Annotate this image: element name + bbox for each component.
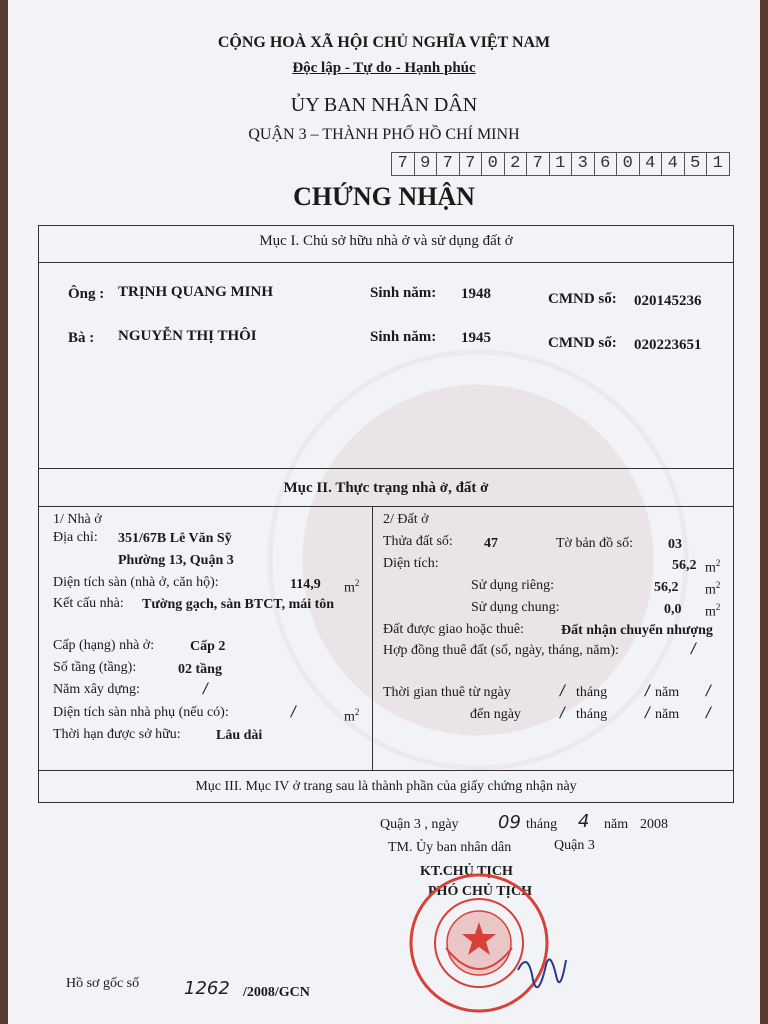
- owner2-birth-year: 1945: [461, 330, 491, 346]
- serial-digit: 0: [482, 152, 505, 176]
- floor-area-unit: $m^2$: [344, 578, 360, 596]
- sign-year-label: năm: [604, 817, 629, 832]
- certificate-page: [8, 0, 760, 1024]
- private-unit: $m^2$: [705, 580, 721, 598]
- unit-text: m: [344, 709, 355, 725]
- owner1-prefix: Ông :: [68, 286, 105, 302]
- owner1-name: TRỊNH QUANG MINH: [118, 284, 274, 300]
- owner1-id-label: CMND số:: [548, 291, 617, 307]
- serial-digit: 0: [617, 152, 640, 176]
- lease-from-label: Thời gian thuê từ ngày: [383, 685, 511, 700]
- divider: [38, 468, 734, 469]
- sign-year: 2008: [640, 817, 668, 832]
- floor-area-value: 114,9: [290, 577, 321, 592]
- sign-day: 09: [498, 812, 521, 833]
- aux-area-unit: $m^2$: [344, 707, 360, 725]
- owner2-name: NGUYỄN THỊ THÔI: [118, 328, 257, 344]
- unit-text: m: [344, 580, 355, 596]
- area-unit: $m^2$: [705, 558, 721, 576]
- lease-to-day: /: [560, 705, 565, 721]
- lease-label: Hợp đồng thuê đất (số, ngày, tháng, năm):: [383, 643, 619, 658]
- lease-value: /: [691, 641, 696, 657]
- lease-to-year: /: [706, 705, 711, 721]
- serial-digit: 1: [707, 152, 730, 176]
- certificate-title: CHỨNG NHẬN: [293, 182, 475, 211]
- signature-stroke: [518, 959, 566, 987]
- section1-heading: Mục I. Chủ sở hữu nhà ở và sử dụng đất ở: [259, 233, 513, 249]
- unit-text: m: [705, 560, 716, 576]
- file-number: 1262: [184, 978, 230, 999]
- serial-digit: 4: [662, 152, 685, 176]
- lease-from-year-label: năm: [655, 685, 680, 700]
- owner2-birth-label: Sinh năm:: [370, 329, 437, 345]
- sign-month: 4: [578, 811, 590, 832]
- section3-note: Mục III. Mục IV ở trang sau là thành phần của giấy chứng nhận này: [195, 779, 577, 794]
- term-value: Lâu dài: [216, 728, 263, 743]
- year-label: Năm xây dựng:: [53, 682, 140, 697]
- serial-digit: 4: [640, 152, 663, 176]
- address-label: Địa chỉ:: [53, 530, 98, 545]
- unit-text: m: [705, 582, 716, 598]
- file-suffix: /2008/GCN: [243, 985, 310, 1000]
- sign-authority: TM. Ủy ban nhân dân: [388, 840, 512, 855]
- floors-value: 02 tầng: [178, 662, 222, 677]
- divider: [38, 506, 734, 507]
- file-label: Hồ sơ gốc số: [66, 976, 140, 991]
- sign-role1: KT.CHỦ TỊCH: [420, 864, 513, 879]
- shared-value: 0,0: [664, 602, 682, 617]
- shared-unit: $m^2$: [705, 602, 721, 620]
- national-motto: Độc lập - Tự do - Hạnh phúc: [292, 60, 476, 76]
- divider: [38, 262, 734, 263]
- sign-place: Quận 3 , ngày: [380, 817, 459, 832]
- serial-digit: 9: [415, 152, 438, 176]
- committee-title: ỦY BAN NHÂN DÂN: [290, 94, 478, 116]
- serial-digit: 7: [391, 152, 415, 176]
- serial-digit: 7: [437, 152, 460, 176]
- owner1-birth-label: Sinh năm:: [370, 285, 437, 301]
- shared-label: Sử dụng chung:: [471, 600, 560, 615]
- lease-from-day: /: [560, 683, 565, 699]
- plot-label: Thửa đất số:: [383, 534, 453, 549]
- area-value: 56,2: [672, 558, 697, 573]
- allocation-value: Đất nhận chuyển nhượng: [561, 623, 713, 638]
- grade-label: Cấp (hạng) nhà ở:: [53, 638, 155, 653]
- serial-digit: 6: [595, 152, 618, 176]
- serial-digit: 1: [550, 152, 573, 176]
- serial-digit: 7: [527, 152, 550, 176]
- owner1-birth-year: 1948: [461, 286, 491, 302]
- serial-digit: 2: [505, 152, 528, 176]
- serial-digit: 5: [685, 152, 708, 176]
- divider: [372, 506, 373, 770]
- sign-authority-district: Quận 3: [554, 838, 595, 853]
- signature-mark: [508, 930, 578, 1000]
- floors-label: Số tầng (tầng):: [53, 660, 137, 675]
- allocation-label: Đất được giao hoặc thuê:: [383, 622, 524, 637]
- private-value: 56,2: [654, 580, 679, 595]
- area-label: Diện tích:: [383, 556, 439, 571]
- year-value: /: [203, 681, 208, 697]
- address-line1: 351/67B Lê Văn Sỹ: [118, 531, 232, 546]
- serial-digit: 7: [460, 152, 483, 176]
- owner2-prefix: Bà :: [68, 330, 95, 346]
- lease-from-year: /: [706, 683, 711, 699]
- land-heading: 2/ Đất ở: [383, 512, 429, 527]
- private-label: Sử dụng riêng:: [471, 578, 555, 593]
- aux-area-label: Diện tích sàn nhà phụ (nếu có):: [53, 705, 229, 720]
- divider: [38, 770, 734, 771]
- lease-to-month: /: [645, 705, 650, 721]
- lease-to-month-label: tháng: [576, 707, 608, 722]
- floor-area-label: Diện tích sàn (nhà ở, căn hộ):: [53, 575, 219, 590]
- structure-label: Kết cấu nhà:: [53, 596, 124, 611]
- sign-month-label: tháng: [526, 817, 558, 832]
- district-title: QUẬN 3 – THÀNH PHỐ HỒ CHÍ MINH: [248, 126, 520, 143]
- plot-value: 47: [484, 536, 498, 551]
- map-value: 03: [668, 537, 682, 552]
- national-title: CỘNG HOÀ XÃ HỘI CHỦ NGHĨA VIỆT NAM: [217, 34, 551, 51]
- unit-text: m: [705, 604, 716, 620]
- serial-number: [391, 152, 730, 176]
- house-heading: 1/ Nhà ở: [53, 512, 102, 527]
- owner2-id-label: CMND số:: [548, 335, 617, 351]
- aux-area-value: /: [291, 704, 296, 720]
- lease-from-month-label: tháng: [576, 685, 608, 700]
- grade-value: Cấp 2: [190, 639, 226, 654]
- lease-to-label: đến ngày: [470, 707, 521, 722]
- owner2-id: 020223651: [634, 337, 702, 353]
- address-line2: Phường 13, Quận 3: [118, 553, 234, 568]
- serial-digit: 3: [572, 152, 595, 176]
- sign-role2: PHÓ CHỦ TỊCH: [428, 884, 532, 899]
- owner1-id: 020145236: [634, 293, 702, 309]
- term-label: Thời hạn được sở hữu:: [53, 727, 181, 742]
- lease-from-month: /: [645, 683, 650, 699]
- lease-to-year-label: năm: [655, 707, 680, 722]
- structure-value: Tường gạch, sàn BTCT, mái tôn: [142, 597, 335, 612]
- section2-heading: Mục II. Thực trạng nhà ở, đất ở: [283, 480, 489, 496]
- map-label: Tờ bản đồ số:: [556, 536, 634, 551]
